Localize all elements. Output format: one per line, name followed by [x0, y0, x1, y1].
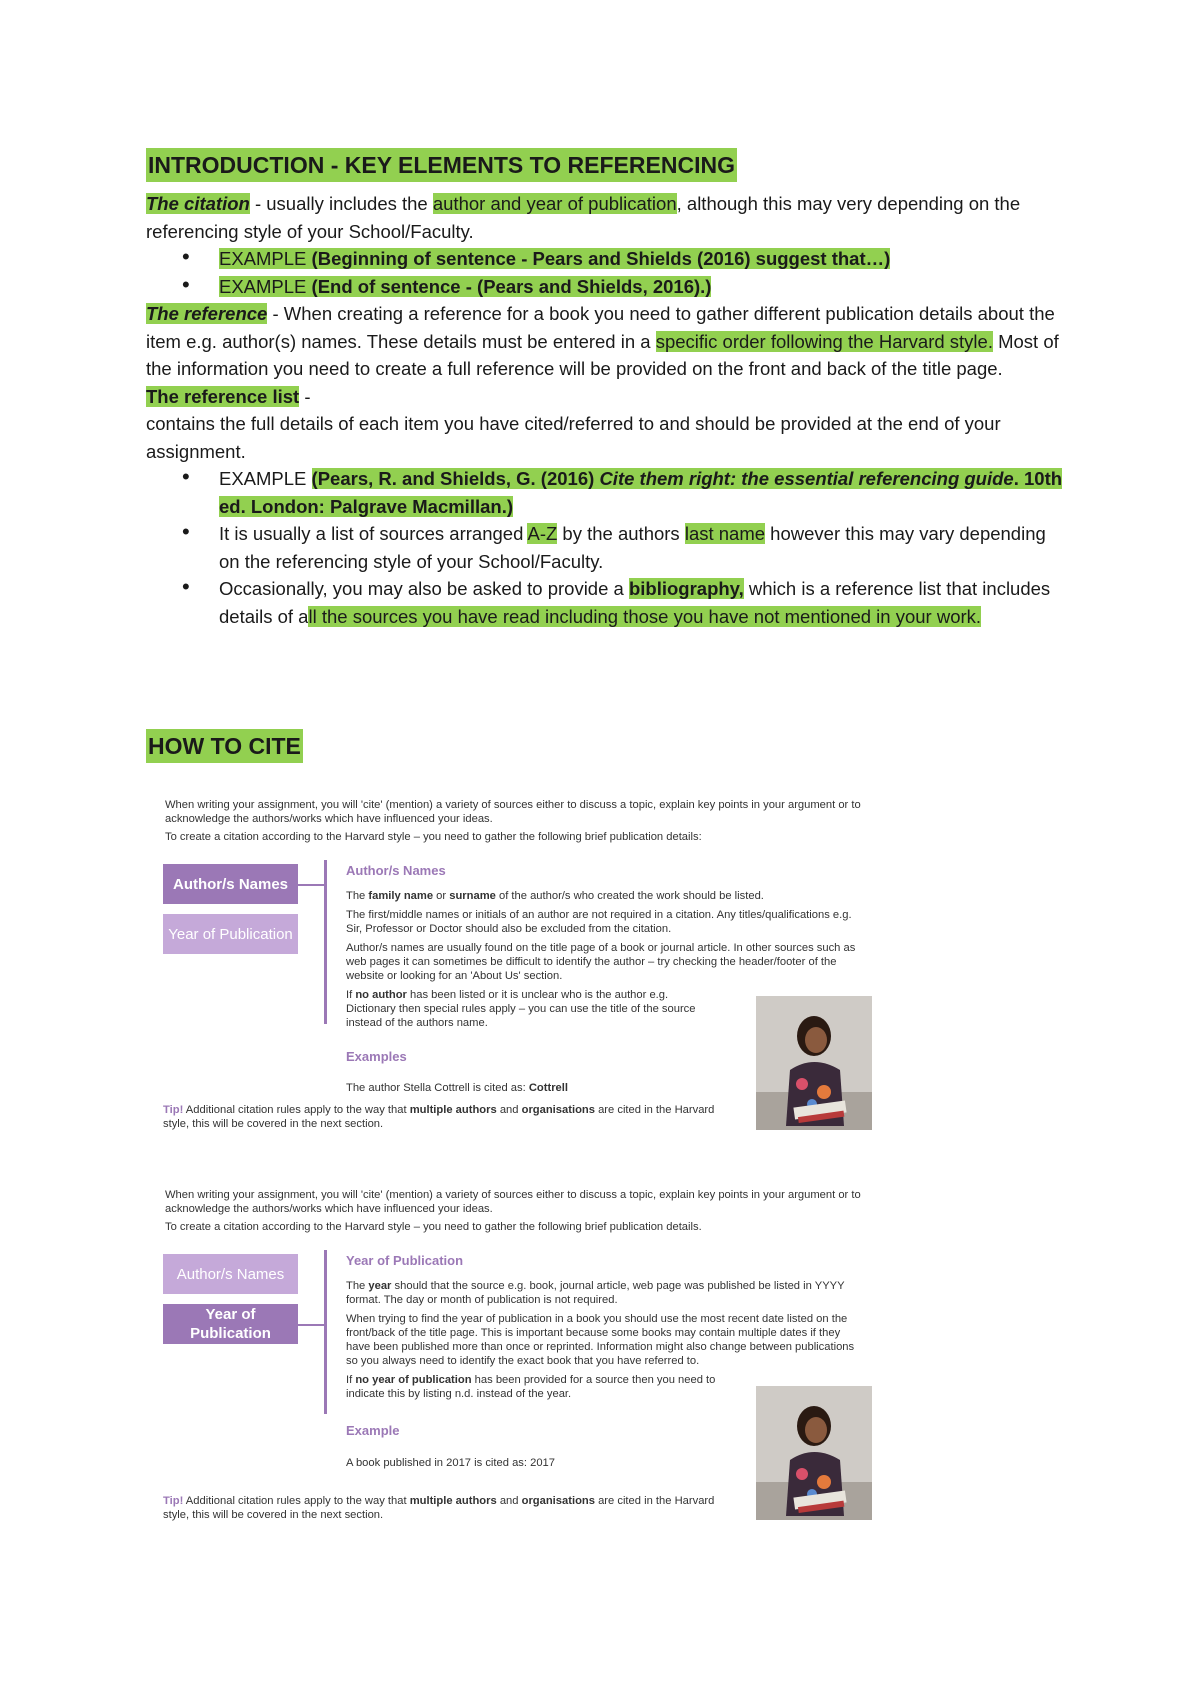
- reference-term: The reference: [146, 303, 268, 324]
- list-item: [146, 465, 1066, 520]
- list-item: [146, 245, 1066, 273]
- citation-text: - usually includes the: [249, 193, 433, 214]
- panel-lead-text: When writing your assignment, you will 'cite' (mention) a variety of sources either to discuss a topic, explain key points in your argument or to acknowledge the authors/works which have influenced your ideas.: [165, 1189, 861, 1215]
- citation-highlight: author and year of publication: [432, 193, 677, 214]
- example-text: (Beginning of sentence - Pears and Shields (2016) suggest that…): [311, 248, 891, 269]
- text: If: [346, 989, 356, 1001]
- text-bold: multiple authors: [409, 1104, 497, 1116]
- bullet-highlight: last name: [684, 523, 766, 544]
- text-bold: year: [368, 1280, 392, 1292]
- example-prefix: EXAMPLE: [219, 248, 312, 269]
- panel-paragraph: When trying to find the year of publication in a book you should use the most recent date listed on the front/back of the title page. This is important because some books may contain multiple dates if they have been published more than once or reprinted. Information might also change between publications so you always need to identify the exact book that you have referred to.: [346, 1313, 855, 1367]
- text: The: [346, 1280, 369, 1292]
- citation-paragraph: [146, 190, 1066, 245]
- connector-line: [298, 884, 326, 886]
- text-bold: Cottrell: [528, 1082, 568, 1094]
- text-bold: multiple authors: [409, 1495, 497, 1507]
- text-bold: surname: [449, 890, 496, 902]
- panel-intro: [165, 798, 865, 848]
- text: are cited in the Harvard style, this will be covered in the next section.: [163, 1104, 715, 1130]
- text-bold: family name: [368, 890, 434, 902]
- citation-term: The citation: [146, 193, 250, 214]
- example-text: (Pears, R. and Shields, G. (2016): [311, 468, 600, 489]
- reference-text: - When creating a reference for a book you need to gather different publication details about the item e.g. author(s) names. These details must be entered in a: [146, 303, 1055, 352]
- panel-lead-text: To create a citation according to the Harvard style – you need to gather the following brief publication details:: [165, 831, 702, 843]
- panel-paragraph: Author/s names are usually found on the title page of a book or journal article. In other sources such as web pages it can sometimes be difficult to identify the author – try checking the header/footer of the website or looking for an 'About Us' section.: [346, 942, 856, 982]
- text-bold: no year of publication: [355, 1374, 472, 1386]
- year-of-publication-button[interactable]: Year of Publication: [163, 1304, 298, 1344]
- text: has been listed or it is unclear who is the author e.g. Dictionary then special rules apply – you can use the title of the source instead of the authors name.: [346, 989, 696, 1029]
- bullet-highlight: bibliography,: [628, 578, 744, 599]
- author-names-button[interactable]: Author/s Names: [163, 864, 298, 904]
- panel-paragraph: [346, 1373, 716, 1401]
- text-bold: organisations: [521, 1104, 595, 1116]
- list-item: [146, 520, 1066, 575]
- citation-panel-author: [160, 798, 880, 1128]
- bullet-text: which is a reference list that includes details of a: [219, 578, 1051, 627]
- reflist-dash: -: [299, 385, 311, 407]
- text: and: [496, 1104, 522, 1116]
- panel-paragraph: The first/middle names or initials of an author are not required in a citation. Any titles/qualifications e.g. Sir, Professor or Doctor should also be excluded from the citation.: [346, 909, 852, 935]
- examples-label: Examples: [346, 1049, 407, 1064]
- panel-paragraph: [346, 988, 716, 1030]
- text: Additional citation rules apply to the way that: [183, 1104, 410, 1116]
- reference-paragraph: [146, 300, 1066, 383]
- citation-examples: [146, 245, 1066, 300]
- connector-line: [298, 1324, 326, 1326]
- text: has been provided for a source then you need to indicate this by listing n.d. instead of the year.: [346, 1374, 716, 1400]
- bullet-highlight: ll the sources you have read including those you have not mentioned in your work.: [308, 605, 982, 627]
- bullet-text: by the authors: [557, 523, 685, 544]
- student-reading-photo: [756, 996, 872, 1130]
- example-text-end: . 10th ed. London: Palgrave Macmillan.): [219, 468, 1063, 517]
- reflist-term: The reference list: [146, 385, 300, 407]
- text-bold: no author: [355, 989, 407, 1001]
- text: If: [346, 1374, 356, 1386]
- list-item: [146, 273, 1066, 301]
- bullet-highlight: A-Z: [527, 523, 558, 544]
- panel-lead-text: When writing your assignment, you will 'cite' (mention) a variety of sources either to discuss a topic, explain key points in your argument or to acknowledge the authors/works which have influenced your ideas.: [165, 799, 861, 825]
- panel-paragraph: [346, 889, 866, 903]
- text: should that the source e.g. book, journal article, web page was published be listed in YYYY format. The day or month of publication is not required.: [346, 1280, 845, 1306]
- tip-label: Tip!: [163, 1495, 184, 1507]
- reflist-bullets: [146, 465, 1066, 630]
- panel-lead-text: To create a citation according to the Harvard style – you need to gather the following brief publication details.: [165, 1221, 702, 1233]
- citation-panel-year: [160, 1188, 880, 1521]
- connector-line: [324, 1250, 327, 1414]
- text-bold: organisations: [521, 1495, 595, 1507]
- example-prefix: EXAMPLE: [219, 275, 312, 297]
- example-value: [346, 1081, 568, 1095]
- student-reading-illustration: [756, 996, 872, 1130]
- tip-label: Tip!: [163, 1104, 184, 1116]
- tip-note: [163, 1494, 723, 1522]
- citation-text-end: , although this may very depending on the referencing style of your School/Faculty.: [146, 193, 1021, 242]
- text: The author Stella Cottrell is cited as:: [346, 1082, 529, 1094]
- bullet-text: It is usually a list of sources arranged: [219, 523, 528, 544]
- bullet-text: Occasionally, you may also be asked to provide a: [219, 578, 629, 599]
- text: are cited in the Harvard style, this will be covered in the next section.: [163, 1495, 715, 1521]
- reflist-term-line: [146, 383, 1066, 411]
- reference-text-end: Most of the information you need to create a full reference will be provided on the front and back of the title page.: [146, 330, 1059, 379]
- example-book-title: Cite them right: the essential referencing guide: [599, 468, 1014, 489]
- text: or: [433, 890, 450, 902]
- panel-title: Year of Publication: [346, 1253, 464, 1268]
- tip-note: [163, 1103, 723, 1131]
- text: of the author/s who created the work should be listed.: [495, 890, 764, 902]
- text: Additional citation rules apply to the way that: [183, 1495, 410, 1507]
- reference-highlight: specific order following the Harvard style.: [655, 330, 993, 352]
- text: The: [346, 890, 369, 902]
- intro-body: [146, 190, 1066, 630]
- example-label: Example: [346, 1423, 400, 1438]
- example-value: A book published in 2017 is cited as: 2017: [346, 1457, 555, 1469]
- student-reading-photo: [756, 1386, 872, 1520]
- list-item: [146, 575, 1066, 630]
- text: and: [496, 1495, 522, 1507]
- bullet-text: however this may vary depending on the referencing style of your School/Faculty.: [219, 523, 1046, 572]
- panel-intro: [165, 1188, 865, 1238]
- example-prefix: EXAMPLE: [219, 468, 312, 489]
- panel-title: Author/s Names: [346, 863, 446, 878]
- year-of-publication-button[interactable]: Year of Publication: [163, 914, 298, 954]
- cite-heading: HOW TO CITE: [146, 729, 303, 763]
- panel-paragraph: [346, 1279, 866, 1307]
- example-text: (End of sentence - (Pears and Shields, 2016).): [311, 275, 712, 297]
- student-reading-illustration: [756, 1386, 872, 1520]
- author-names-button[interactable]: Author/s Names: [163, 1254, 298, 1294]
- reflist-paragraph: contains the full details of each item you have cited/referred to and should be provided at the end of your assignment.: [146, 413, 1001, 462]
- intro-heading: INTRODUCTION - KEY ELEMENTS TO REFERENCING: [146, 148, 737, 182]
